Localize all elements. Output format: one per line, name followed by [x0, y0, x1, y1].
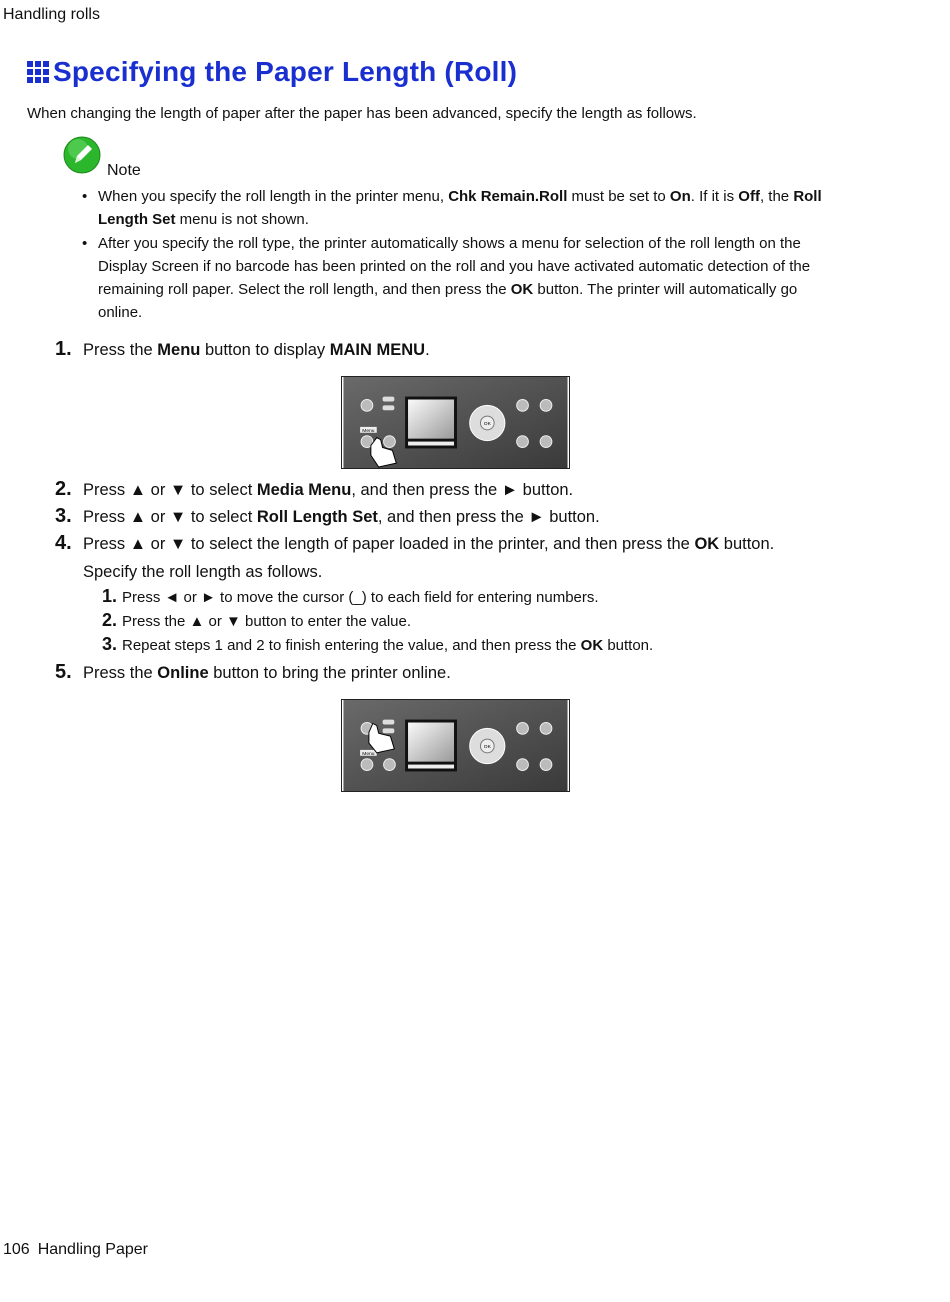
- substep-3: 3. Repeat steps 1 and 2 to finish entering the value, and then press the OK button.: [102, 634, 654, 654]
- note-item: • When you specify the roll length in the printer menu, Chk Remain.Roll must be set to On. If it is Off, the Roll Length Set menu is not shown.: [82, 185, 822, 231]
- section-heading: [27, 56, 517, 88]
- page-footer: [3, 1241, 148, 1259]
- step-1: 1. Press the Menu button to display MAIN MENU.: [55, 338, 430, 360]
- step-4: 4. Press ▲ or ▼ to select the length of paper loaded in the printer, and then press the OK button.: [55, 532, 775, 554]
- substep-2: 2. Press the ▲ or ▼ button to enter the value.: [102, 610, 412, 630]
- note-label: Note: [107, 162, 141, 179]
- step-2: 2. Press ▲ or ▼ to select Media Menu, and then press the ► button.: [55, 478, 574, 500]
- svg-text:OK: OK: [483, 421, 491, 427]
- page-title: Specifying the Paper Length (Roll): [53, 56, 518, 87]
- step-5: 5. Press the Online button to bring the printer online.: [55, 661, 451, 683]
- svg-text:Menu: Menu: [362, 751, 375, 757]
- page-number: 106: [3, 1241, 30, 1258]
- control-panel-illustration: [341, 376, 570, 469]
- note-item: • After you specify the roll type, the printer automatically shows a menu for selection of the roll length on the Display Screen if no barcode has been printed on the roll and you have activated automatic detection of the remaining roll paper. Select the roll length, and then press the OK button. The printer will automatically go online.: [82, 232, 822, 324]
- step-4-text: Specify the roll length as follows.: [83, 563, 323, 581]
- grid-bullet-icon: [27, 61, 49, 83]
- step-3: 3. Press ▲ or ▼ to select Roll Length Set, and then press the ► button.: [55, 505, 600, 527]
- svg-text:OK: OK: [483, 744, 491, 750]
- svg-text:Menu: Menu: [362, 428, 375, 434]
- note-pencil-icon: [63, 136, 101, 174]
- chapter-name: Handling Paper: [37, 1241, 148, 1258]
- substep-1: 1. Press ◄ or ► to move the cursor (_) to each field for entering numbers.: [102, 586, 599, 606]
- running-header: Handling rolls: [3, 6, 100, 23]
- control-panel-illustration-2: [341, 699, 570, 792]
- intro-paragraph: When changing the length of paper after the paper has been advanced, specify the length as follows.: [27, 105, 697, 122]
- note-list: [82, 185, 822, 325]
